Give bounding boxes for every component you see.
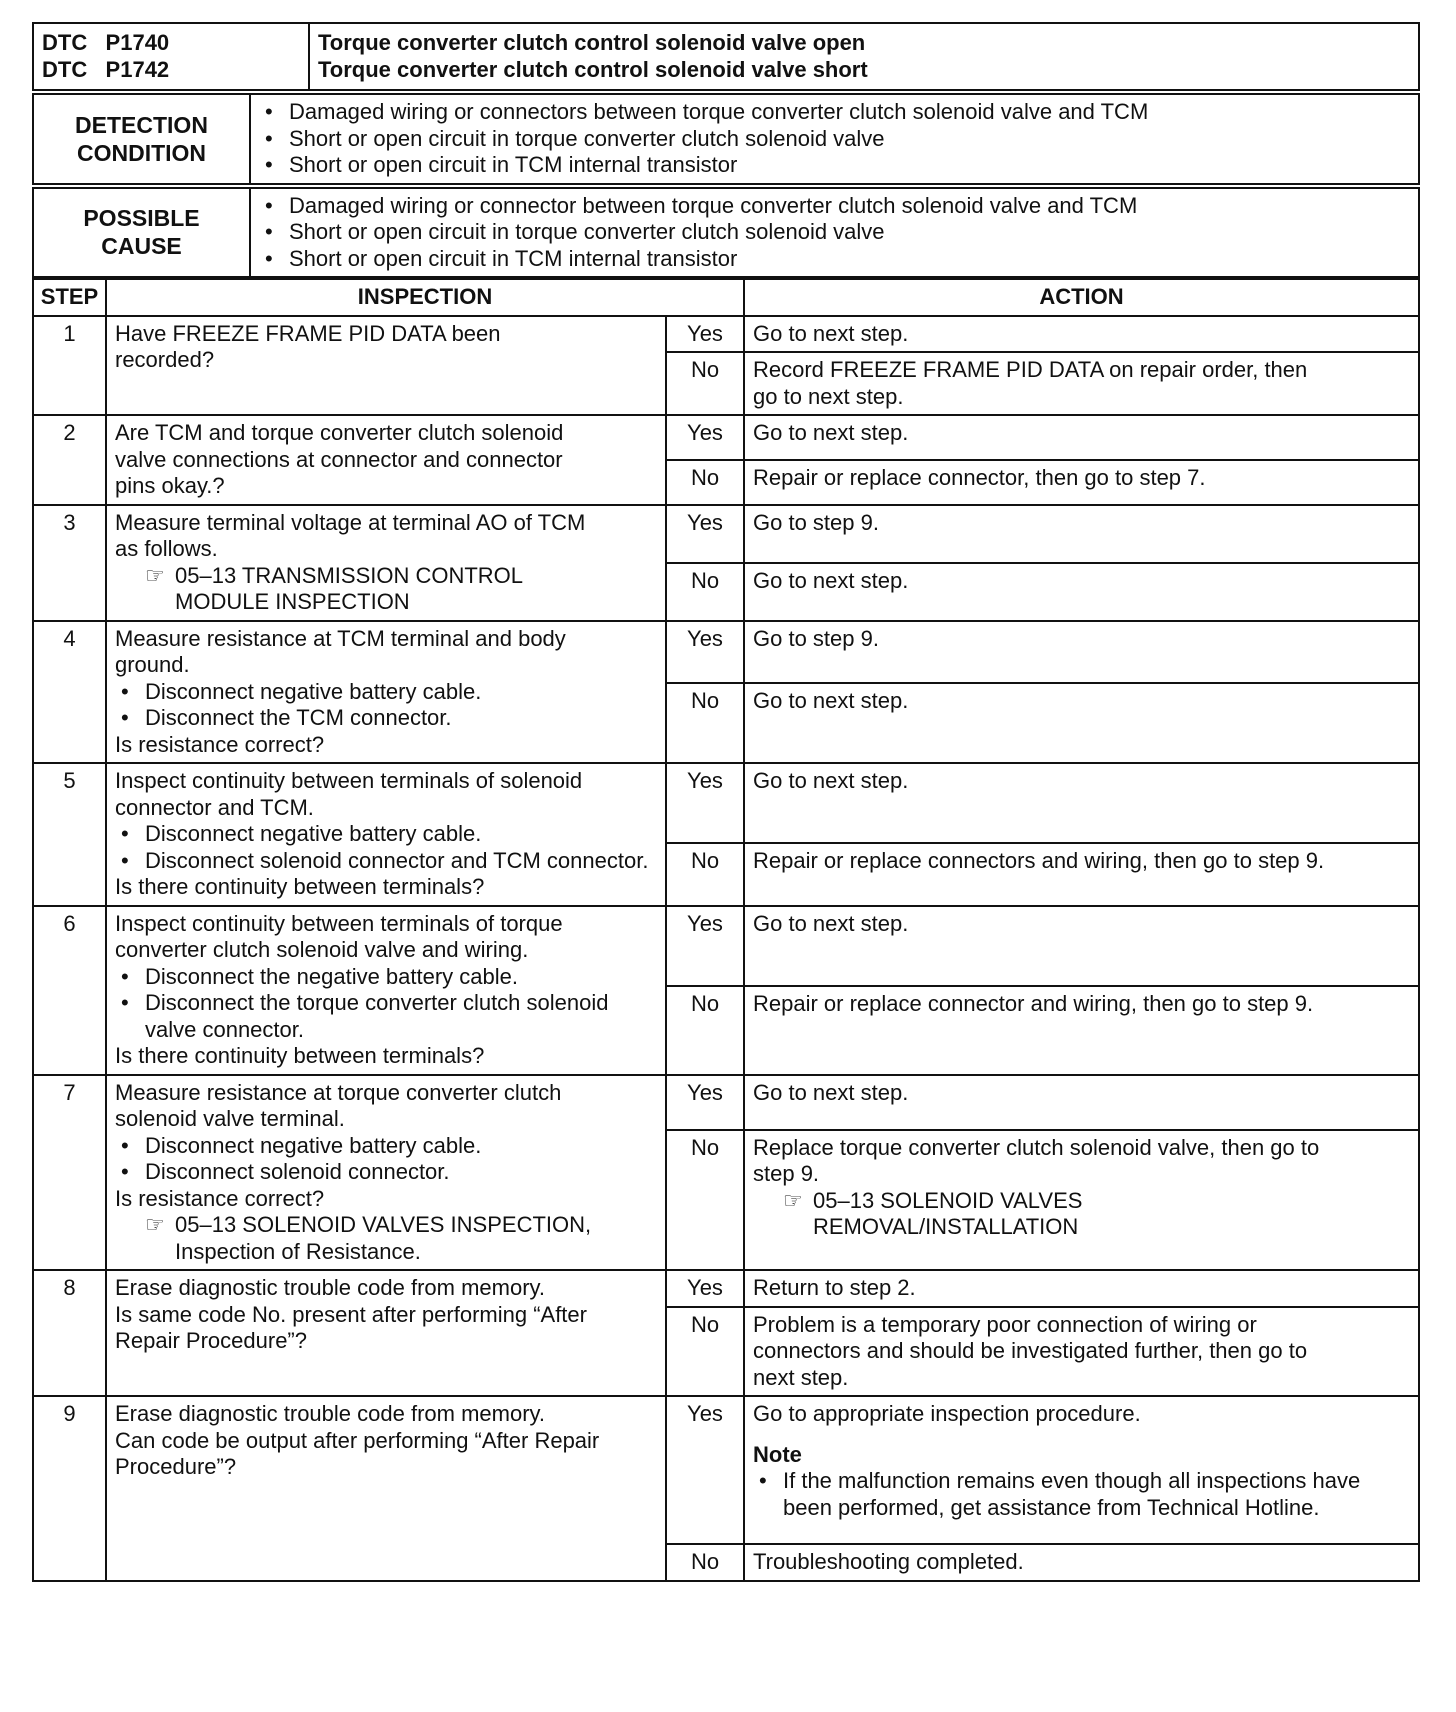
inspection-line: solenoid valve terminal. — [115, 1106, 345, 1131]
action-no: Troubleshooting completed. — [744, 1544, 1419, 1581]
step-inspection — [106, 906, 666, 1075]
table-row — [33, 505, 1419, 563]
action-yes: Go to step 9. — [744, 621, 1419, 683]
inspection-line: Procedure”? — [115, 1454, 237, 1479]
answer-yes: Yes — [666, 505, 744, 563]
action-no: Repair or replace connector, then go to step 7. — [744, 460, 1419, 505]
action-line: connectors and should be investigated further, then go to — [753, 1338, 1308, 1363]
step-inspection — [106, 415, 666, 505]
answer-no: No — [666, 986, 744, 1075]
manual-reference — [753, 1188, 1410, 1241]
inspection-question: Is resistance correct? — [115, 731, 325, 757]
reference-line: 05–13 TRANSMISSION CONTROL — [175, 562, 524, 588]
note-item: • If the malfunction remains even though all inspections have been performed, get assistance from Technical Hotline. — [753, 1468, 1410, 1521]
reference-line: REMOVAL/INSTALLATION — [813, 1214, 1079, 1239]
steps-table — [32, 278, 1420, 1582]
action-no: Repair or replace connector and wiring, then go to step 9. — [744, 986, 1419, 1075]
possible-cause-item: • Short or open circuit in TCM internal transistor — [259, 246, 1410, 273]
answer-yes: Yes — [666, 763, 744, 843]
answer-no: No — [666, 352, 744, 415]
inspection-line: Measure resistance at torque converter clutch — [115, 1079, 562, 1105]
action-line: Replace torque converter clutch solenoid valve, then go to — [753, 1134, 1320, 1160]
step-number: 3 — [33, 505, 106, 621]
detection-item: • Damaged wiring or connectors between torque converter clutch solenoid valve and TCM — [259, 99, 1410, 126]
inspection-line: as follows. — [115, 536, 218, 561]
detection-label-line: CONDITION — [76, 139, 207, 166]
inspection-line: Can code be output after performing “After Repair — [115, 1427, 600, 1453]
table-row — [33, 1396, 1419, 1544]
answer-yes: Yes — [666, 906, 744, 986]
action-no: Go to next step. — [744, 563, 1419, 621]
answer-no: No — [666, 683, 744, 764]
action-yes: Go to next step. — [744, 1075, 1419, 1130]
inspection-bullet: • Disconnect negative battery cable. — [115, 679, 657, 706]
inspection-line: Erase diagnostic trouble code from memory. — [115, 1401, 545, 1426]
note-title: Note — [753, 1441, 802, 1467]
manual-reference — [115, 563, 657, 616]
table-row — [33, 1270, 1419, 1307]
inspection-bullet: • Disconnect negative battery cable. — [115, 821, 657, 848]
column-inspection: INSPECTION — [106, 279, 744, 316]
action-yes: Go to next step. — [744, 316, 1419, 353]
dtc-code: DTC P1742 — [42, 56, 170, 82]
inspection-line: Erase diagnostic trouble code from memory. — [115, 1275, 545, 1300]
dtc-codes — [33, 23, 309, 90]
reference-line: MODULE INSPECTION — [175, 589, 410, 614]
detection-label — [33, 94, 250, 184]
step-number: 4 — [33, 621, 106, 764]
action-line: Problem is a temporary poor connection of wiring or — [753, 1311, 1257, 1337]
detection-label-line: DETECTION — [75, 111, 208, 138]
action-line: go to next step. — [753, 383, 904, 409]
inspection-line: Have FREEZE FRAME PID DATA been — [115, 320, 501, 346]
answer-no: No — [666, 563, 744, 621]
action-line: Record FREEZE FRAME PID DATA on repair order, then — [753, 357, 1308, 382]
answer-no: No — [666, 1307, 744, 1397]
possible-label-line: POSSIBLE — [83, 205, 200, 232]
step-number: 6 — [33, 906, 106, 1075]
pointing-hand-icon: ☞ — [145, 1212, 165, 1237]
answer-no: No — [666, 1130, 744, 1271]
column-action: ACTION — [744, 279, 1419, 316]
answer-no: No — [666, 843, 744, 906]
inspection-line: ground. — [115, 652, 190, 677]
action-line: step 9. — [753, 1161, 820, 1186]
answer-yes: Yes — [666, 1075, 744, 1130]
inspection-bullet: • Disconnect solenoid connector. — [115, 1159, 657, 1186]
action-yes: Go to next step. — [744, 763, 1419, 843]
step-number: 2 — [33, 415, 106, 505]
dtc-title: Torque converter clutch control solenoid valve short — [318, 56, 868, 82]
possible-label-line: CAUSE — [101, 233, 182, 260]
inspection-question: Is there continuity between terminals? — [115, 1043, 485, 1068]
step-inspection — [106, 763, 666, 906]
action-yes: Go to next step. — [744, 906, 1419, 986]
inspection-line: Measure resistance at TCM terminal and body — [115, 625, 566, 651]
table-row — [33, 621, 1419, 683]
inspection-bullet: • Disconnect solenoid connector and TCM connector. — [115, 848, 657, 875]
action-no: Repair or replace connectors and wiring, then go to step 9. — [744, 843, 1419, 906]
step-number: 8 — [33, 1270, 106, 1396]
inspection-line: Repair Procedure”? — [115, 1328, 307, 1353]
column-step: STEP — [33, 279, 106, 316]
reference-line: 05–13 SOLENOID VALVES — [813, 1187, 1083, 1213]
inspection-line: pins okay.? — [115, 473, 225, 498]
step-number: 7 — [33, 1075, 106, 1271]
inspection-line: recorded? — [115, 347, 215, 372]
answer-yes: Yes — [666, 621, 744, 683]
inspection-bullet: • Disconnect the negative battery cable. — [115, 964, 657, 991]
action-no: Go to next step. — [744, 683, 1419, 764]
detection-items — [250, 94, 1419, 184]
action-line: next step. — [753, 1364, 849, 1390]
step-number: 1 — [33, 316, 106, 416]
step-inspection — [106, 316, 666, 416]
action-yes: Go to step 9. — [744, 505, 1419, 563]
inspection-line: Are TCM and torque converter clutch solenoid — [115, 420, 564, 445]
dtc-titles — [309, 23, 1419, 90]
possible-cause-table — [32, 187, 1420, 279]
possible-cause-item: • Short or open circuit in torque converter clutch solenoid valve — [259, 219, 1410, 246]
diagnostic-document — [32, 22, 1420, 1582]
inspection-question: Is resistance correct? — [115, 1185, 325, 1211]
inspection-line: converter clutch solenoid valve and wiring. — [115, 937, 529, 962]
inspection-bullet: • Disconnect the torque converter clutch solenoid valve connector. — [115, 990, 657, 1043]
dtc-title: Torque converter clutch control solenoid valve open — [318, 30, 866, 55]
inspection-bullet: • Disconnect the TCM connector. — [115, 705, 657, 732]
inspection-line: connector and TCM. — [115, 794, 314, 820]
answer-yes: Yes — [666, 316, 744, 353]
action-line: Go to appropriate inspection procedure. — [753, 1401, 1141, 1426]
inspection-question: Is there continuity between terminals? — [115, 874, 485, 899]
reference-line: Inspection of Resistance. — [175, 1238, 421, 1264]
detection-condition-table — [32, 93, 1420, 185]
answer-no: No — [666, 460, 744, 505]
inspection-bullet: • Disconnect negative battery cable. — [115, 1133, 657, 1160]
step-number: 9 — [33, 1396, 106, 1581]
action-yes: Go to next step. — [744, 415, 1419, 460]
step-inspection — [106, 1270, 666, 1396]
pointing-hand-icon: ☞ — [145, 562, 165, 588]
step-inspection — [106, 1075, 666, 1271]
step-number: 5 — [33, 763, 106, 906]
detection-item: • Short or open circuit in TCM internal transistor — [259, 152, 1410, 179]
possible-cause-label — [33, 188, 250, 278]
manual-reference — [115, 1212, 657, 1265]
pointing-hand-icon: ☞ — [783, 1187, 803, 1213]
detection-item: • Short or open circuit in torque converter clutch solenoid valve — [259, 126, 1410, 153]
dtc-header-table — [32, 22, 1420, 91]
possible-cause-items — [250, 188, 1419, 278]
answer-yes: Yes — [666, 1270, 744, 1307]
table-row — [33, 415, 1419, 460]
step-inspection — [106, 505, 666, 621]
action-yes — [744, 1396, 1419, 1544]
dtc-code: DTC P1740 — [42, 30, 170, 55]
table-row — [33, 763, 1419, 843]
step-inspection — [106, 621, 666, 764]
answer-yes: Yes — [666, 1396, 744, 1544]
action-no — [744, 1130, 1419, 1271]
table-row — [33, 906, 1419, 986]
inspection-line: valve connections at connector and connector — [115, 446, 563, 472]
answer-yes: Yes — [666, 415, 744, 460]
reference-line: 05–13 SOLENOID VALVES INSPECTION, — [175, 1212, 592, 1237]
action-no — [744, 352, 1419, 415]
inspection-line: Measure terminal voltage at terminal AO of TCM — [115, 509, 586, 535]
inspection-line: Inspect continuity between terminals of torque — [115, 910, 563, 936]
inspection-line: Is same code No. present after performing “After — [115, 1301, 587, 1327]
answer-no: No — [666, 1544, 744, 1581]
action-yes: Return to step 2. — [744, 1270, 1419, 1307]
table-row — [33, 316, 1419, 353]
action-no — [744, 1307, 1419, 1397]
step-inspection — [106, 1396, 666, 1581]
table-row — [33, 1075, 1419, 1130]
inspection-line: Inspect continuity between terminals of solenoid — [115, 768, 583, 793]
possible-cause-item: • Damaged wiring or connector between torque converter clutch solenoid valve and TCM — [259, 193, 1410, 220]
